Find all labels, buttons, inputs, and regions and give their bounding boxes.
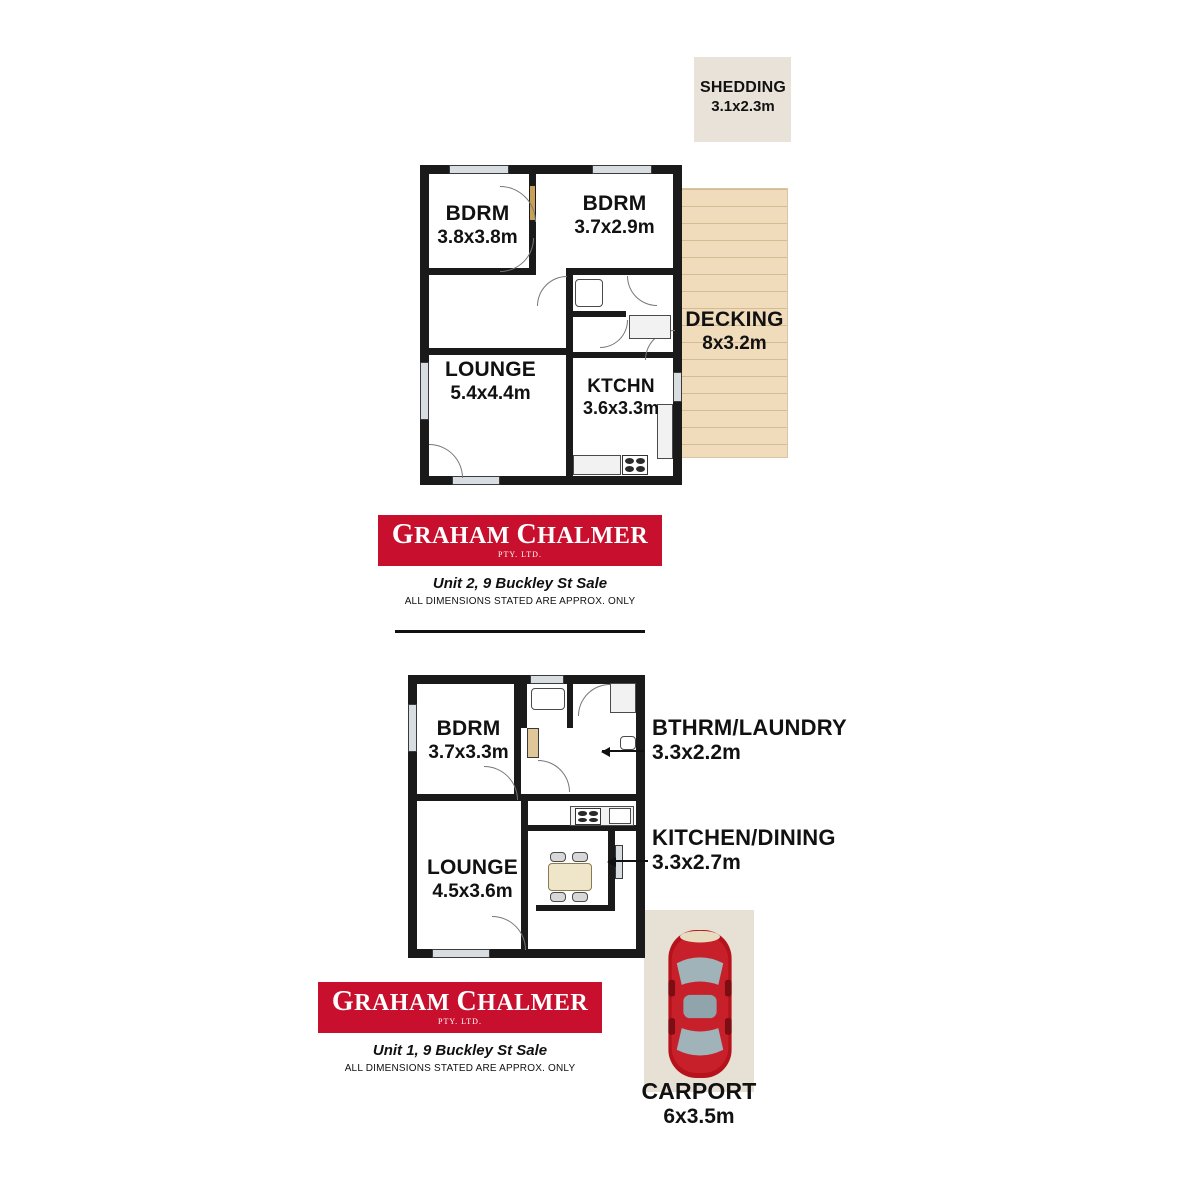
- unit1-wall-dining-base: [536, 905, 615, 911]
- unit1-kitchen-dining-label: KITCHEN/DINING 3.3x2.7m: [652, 825, 836, 874]
- unit2-kitchen-label: KTCHN 3.6x3.3m: [582, 376, 660, 419]
- unit1-dining-chair-3: [550, 892, 566, 902]
- unit1-window-kitchen-right: [615, 845, 623, 879]
- unit2-vanity-bench: [629, 315, 671, 339]
- unit1-address: Unit 1, 9 Buckley St Sale: [372, 1042, 548, 1059]
- unit1-wall-kitchen-left: [521, 801, 528, 829]
- unit1-bath-tub: [531, 688, 565, 710]
- unit2-lounge-label: LOUNGE 5.4x4.4m: [444, 358, 537, 404]
- unit1-branding: [295, 982, 625, 1074]
- unit1-lounge-label: LOUNGE 4.5x3.6m: [426, 856, 519, 902]
- unit2-shower: [575, 279, 603, 307]
- unit1-laundry-bench: [610, 683, 636, 713]
- unit1-sink: [609, 808, 631, 824]
- unit1-basin: [620, 736, 636, 750]
- unit2-wall-lounge-top: [429, 348, 573, 355]
- car-icon: [658, 925, 742, 1083]
- unit1-brand-suffix: PTY. LTD.: [438, 1017, 482, 1026]
- unit2-brand-suffix: PTY. LTD.: [498, 550, 542, 559]
- unit1-dining-chair-1: [550, 852, 566, 862]
- unit1-wall-laundry-split: [567, 684, 573, 728]
- unit2-brand-name: GRAHAM CHALMER: [391, 519, 649, 550]
- unit1-dining-chair-2: [572, 852, 588, 862]
- unit1-kitchen-arrow: [608, 860, 648, 862]
- unit1-floorplan: [0, 620, 1200, 1200]
- unit2-branding: [355, 515, 685, 607]
- unit1-cooktop: [575, 808, 601, 825]
- unit1-dining-chair-4: [572, 892, 588, 902]
- unit2-wall-bath-top: [566, 268, 673, 275]
- unit2-cooktop: [622, 455, 648, 475]
- unit2-address: Unit 2, 9 Buckley St Sale: [432, 575, 608, 592]
- unit1-window-lounge-bottom: [432, 949, 490, 958]
- unit2-bdrm2-label: BDRM 3.7x2.9m: [574, 192, 655, 238]
- unit1-bathroom-arrow: [602, 750, 644, 752]
- unit2-wall-hall-right: [566, 268, 573, 352]
- unit2-bdrm1-label: BDRM 3.8x3.8m: [437, 202, 518, 248]
- unit2-brand-logo: [378, 515, 662, 566]
- unit1-brand-logo: [318, 982, 602, 1033]
- unit2-window-bdrm1-top: [449, 165, 509, 174]
- decking-label: DECKING 8x3.2m: [685, 308, 784, 354]
- unit1-bdrm-label: BDRM 3.7x3.3m: [428, 717, 509, 763]
- unit1-disclaimer: ALL DIMENSIONS STATED ARE APPROX. ONLY: [344, 1063, 576, 1074]
- unit1-wall-right: [636, 675, 645, 958]
- unit1-dining-table: [548, 863, 592, 891]
- unit1-brand-name: GRAHAM CHALMER: [331, 986, 589, 1017]
- unit2-wall-bedrooms-bottom: [429, 268, 536, 275]
- unit2-kitchen-bench-bottom: [573, 455, 621, 475]
- carport-label: CARPORT 6x3.5m: [641, 1078, 757, 1129]
- unit1-bathroom-laundry-label: BTHRM/LAUNDRY 3.3x2.2m: [652, 715, 847, 764]
- unit2-disclaimer: ALL DIMENSIONS STATED ARE APPROX. ONLY: [404, 596, 636, 607]
- unit1-wall-bath-bottom: [521, 794, 636, 801]
- unit1-window-bath-top: [530, 675, 564, 684]
- unit1-wall-dining-bottom: [608, 831, 615, 911]
- unit2-wall-bath-mid: [566, 311, 626, 317]
- unit2-window-bdrm2-top: [592, 165, 652, 174]
- shedding-label: SHEDDING 3.1x2.3m: [699, 79, 787, 115]
